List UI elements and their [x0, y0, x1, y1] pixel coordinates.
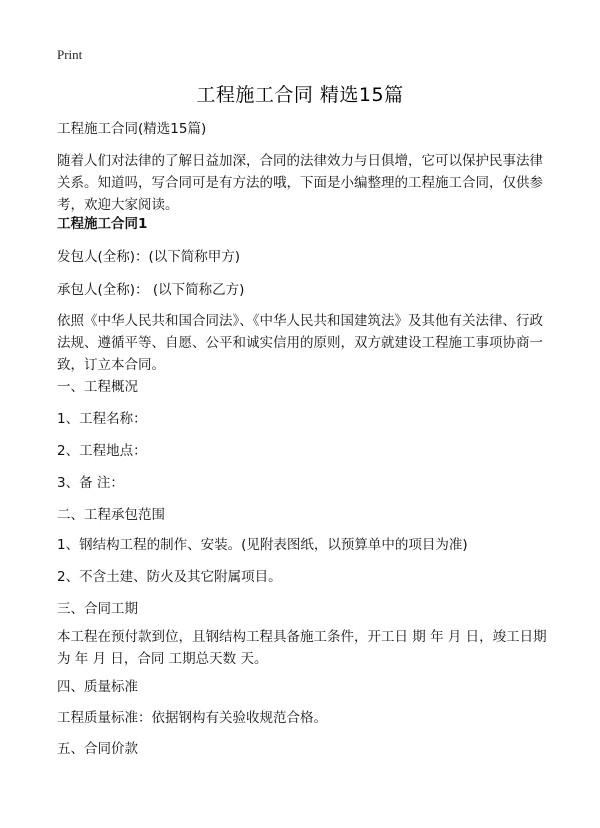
- section-1-item-2: 2、工程地点：: [57, 443, 147, 459]
- section-4-text: 工程质量标准：依据钢构有关验收规范合格。: [57, 710, 327, 726]
- section-3-heading: 三、合同工期: [57, 601, 138, 617]
- preamble-paragraph: 依照《中华人民共和国合同法》、《中华人民共和国建筑法》及其他有关法律、行政法规、遵循平等、自愿、公平和诚实信用的原则，双方就建设工程施工事项协商一致，订立本合同。: [57, 313, 543, 373]
- section-heading: 工程施工合同1: [57, 216, 148, 232]
- document-subtitle: 工程施工合同(精选15篇): [57, 121, 207, 137]
- section-2-heading: 二、工程承包范围: [57, 507, 165, 523]
- section-3-text: 本工程在预付款到位，且钢结构工程具备施工条件，开工日 期 年 月 日，竣工日期为 年 月 日，合同 工期总天数 天。: [57, 629, 547, 667]
- party-b-line: 承包人(全称)： (以下简称乙方): [57, 282, 245, 298]
- section-2-item-2: 2、不含土建、防火及其它附属项目。: [57, 569, 282, 585]
- section-1-item-1: 1、工程名称：: [57, 411, 147, 427]
- section-4-heading: 四、质量标准: [57, 679, 138, 695]
- print-link[interactable]: Print: [57, 47, 83, 62]
- document-title: 工程施工合同 精选15篇: [196, 84, 404, 106]
- section-2-item-1: 1、钢结构工程的制作、安装。(见附表图纸，以预算单中的项目为准): [57, 537, 468, 553]
- party-a-line: 发包人(全称)：(以下简称甲方): [57, 249, 241, 265]
- section-5-heading: 五、合同价款: [57, 741, 138, 757]
- intro-paragraph: 随着人们对法律的了解日益加深，合同的法律效力与日俱增，它可以保护民事法律关系。知道吗，写合同可是有方法的哦，下面是小编整理的工程施工合同，仅供参考，欢迎大家阅读。: [57, 153, 543, 213]
- section-1-item-3: 3、备 注：: [57, 475, 124, 491]
- section-1-heading: 一、工程概况: [57, 379, 138, 395]
